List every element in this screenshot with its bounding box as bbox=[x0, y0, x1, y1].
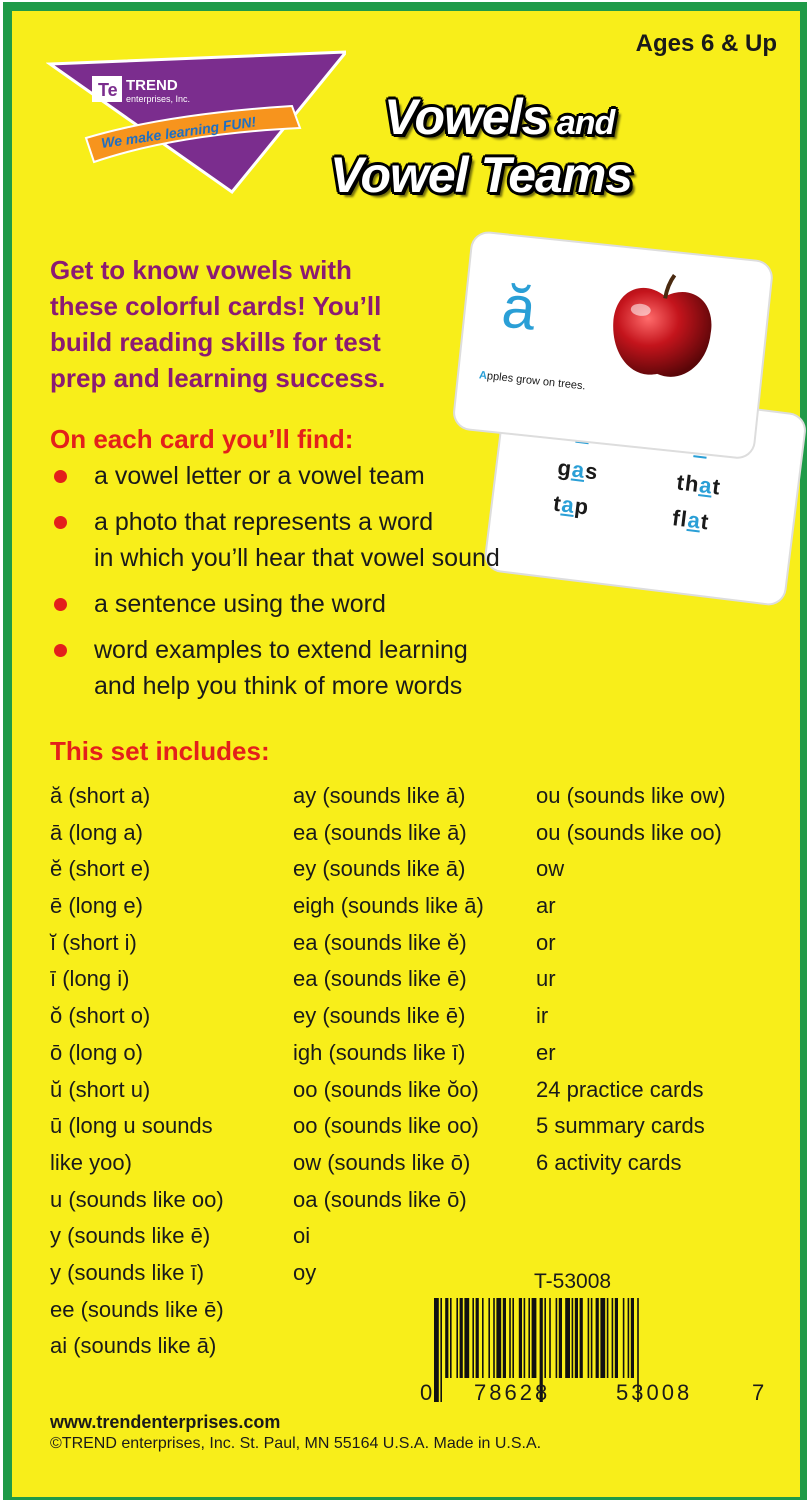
set-item: ō (long o) bbox=[50, 1039, 143, 1065]
title-vowels: Vowels bbox=[384, 89, 549, 145]
set-item: ai (sounds like ā) bbox=[50, 1333, 217, 1359]
barcode-bar bbox=[580, 1298, 583, 1378]
set-item: igh (sounds like ī) bbox=[293, 1039, 466, 1065]
set-item: ŏ (short o) bbox=[50, 1003, 151, 1029]
logo-brand-sub: enterprises, Inc. bbox=[126, 94, 191, 104]
barcode-bar bbox=[509, 1298, 511, 1378]
intro-text bbox=[50, 252, 470, 396]
set-item: ir bbox=[536, 1003, 549, 1029]
list-item: a sentence using the word bbox=[50, 586, 570, 622]
intro-line: build reading skills for test bbox=[50, 327, 381, 357]
barcode-bar bbox=[488, 1298, 490, 1378]
intro-line: prep and learning success. bbox=[50, 363, 386, 393]
barcode-bar bbox=[544, 1298, 546, 1378]
barcode-bar bbox=[496, 1298, 501, 1378]
card-word: flat bbox=[670, 505, 711, 535]
barcode-group-2: 53008 bbox=[616, 1380, 693, 1405]
title-line-2: Vowel Teams bbox=[330, 147, 633, 203]
set-item: u (sounds like oo) bbox=[50, 1186, 224, 1212]
barcode-bar bbox=[524, 1298, 526, 1378]
logo-brand: TREND bbox=[126, 77, 178, 94]
barcode-bar bbox=[460, 1298, 463, 1378]
set-column-3 bbox=[536, 778, 726, 1182]
set-item: ī (long i) bbox=[50, 966, 130, 992]
barcode-bar bbox=[445, 1298, 448, 1378]
set-item: er bbox=[536, 1039, 556, 1065]
set-item: ă (short a) bbox=[50, 783, 151, 808]
barcode-digits bbox=[420, 1380, 780, 1412]
features-list bbox=[50, 458, 570, 714]
title-and: and bbox=[548, 104, 615, 142]
barcode-bar bbox=[615, 1298, 618, 1378]
set-column-1 bbox=[50, 778, 224, 1365]
set-item: oo (sounds like ŏo) bbox=[293, 1076, 479, 1102]
set-item: oy bbox=[293, 1259, 317, 1285]
barcode-bar bbox=[464, 1298, 469, 1378]
set-item: or bbox=[536, 929, 556, 955]
logo-tagline: We make learning FUN! bbox=[100, 113, 258, 151]
features-heading: On each card you’ll find: bbox=[50, 424, 354, 454]
set-item: ē (long e) bbox=[50, 893, 143, 919]
set-item: ou (sounds like oo) bbox=[536, 819, 722, 845]
card-word: tap bbox=[551, 490, 591, 520]
barcode-bar bbox=[549, 1298, 551, 1378]
barcode-bar bbox=[556, 1298, 558, 1378]
bullet-icon bbox=[54, 516, 67, 529]
set-item: y (sounds like ē) bbox=[50, 1223, 211, 1249]
set-item: ea (sounds like ē) bbox=[293, 966, 467, 992]
barcode-digit-last: 7 bbox=[752, 1380, 765, 1405]
card-word: gas bbox=[556, 454, 600, 485]
barcode-bar bbox=[565, 1298, 570, 1378]
barcode-digit-first: 0 bbox=[420, 1380, 433, 1405]
bullet-icon bbox=[54, 644, 67, 657]
set-item: ou (sounds like ow) bbox=[536, 783, 726, 808]
set-item: ow bbox=[536, 856, 565, 882]
set-item: oi bbox=[293, 1223, 311, 1249]
set-item: ur bbox=[536, 966, 556, 992]
barcode-group-1: 78628 bbox=[474, 1380, 551, 1405]
trend-logo bbox=[46, 42, 346, 202]
sample-card-picture bbox=[454, 232, 773, 458]
card-vowel: ă bbox=[498, 272, 540, 343]
set-item: ar bbox=[536, 893, 556, 919]
set-item: ŭ (short u) bbox=[50, 1076, 151, 1102]
barcode-bar bbox=[456, 1298, 458, 1378]
intro-line: Get to know vowels with bbox=[50, 255, 352, 285]
barcode-bar bbox=[559, 1298, 562, 1378]
barcode-bar bbox=[472, 1298, 474, 1378]
set-item: y (sounds like ī) bbox=[50, 1259, 205, 1285]
barcode-bar bbox=[476, 1298, 479, 1378]
barcode-bar bbox=[493, 1298, 495, 1378]
barcode-bar bbox=[596, 1298, 599, 1378]
barcode-bar bbox=[482, 1298, 484, 1378]
set-item: ū (long u sounds bbox=[50, 1113, 213, 1139]
barcode-bar bbox=[600, 1298, 605, 1378]
barcode-bar bbox=[631, 1298, 634, 1378]
list-item: a photo that represents a word in which you’ll hear that vowel sound bbox=[50, 504, 570, 576]
set-item: 5 summary cards bbox=[536, 1113, 705, 1139]
set-item: ea (sounds like ĕ) bbox=[293, 929, 467, 955]
set-item: oo (sounds like oo) bbox=[293, 1113, 479, 1139]
list-item: a vowel letter or a vowel team bbox=[50, 458, 570, 494]
model-number: T-53008 bbox=[534, 1270, 612, 1293]
barcode-bar bbox=[588, 1298, 590, 1378]
set-item: oa (sounds like ō) bbox=[293, 1186, 467, 1212]
set-item: ĭ (short i) bbox=[50, 929, 137, 955]
barcode-bar bbox=[532, 1298, 537, 1378]
age-range: Ages 6 & Up bbox=[635, 30, 777, 57]
copyright-text: ©TREND enterprises, Inc. St. Paul, MN 55164 U.S.A. Made in U.S.A. bbox=[50, 1435, 542, 1452]
set-item: ey (sounds like ē) bbox=[293, 1003, 466, 1029]
intro-line: these colorful cards! You’ll bbox=[50, 291, 382, 321]
bullet-icon bbox=[54, 598, 67, 611]
set-column-2 bbox=[293, 778, 484, 1292]
apple-image bbox=[601, 265, 722, 390]
barcode-bar bbox=[628, 1298, 630, 1378]
set-item: ĕ (short e) bbox=[50, 856, 151, 882]
set-item: eigh (sounds like ā) bbox=[293, 893, 484, 919]
barcode-bar bbox=[503, 1298, 506, 1378]
set-item: ow (sounds like ō) bbox=[293, 1149, 471, 1175]
barcode-bar bbox=[528, 1298, 530, 1378]
barcode-bar bbox=[575, 1298, 578, 1378]
svg-text:Te: Te bbox=[98, 80, 118, 100]
barcode-bar bbox=[519, 1298, 522, 1378]
card-word: that bbox=[675, 469, 723, 500]
barcode-bar bbox=[512, 1298, 514, 1378]
list-item: word examples to extend learning and help you think of more words bbox=[50, 632, 570, 704]
barcode-bar bbox=[607, 1298, 609, 1378]
set-item: ey (sounds like ā) bbox=[293, 856, 466, 882]
barcode-bar bbox=[612, 1298, 614, 1378]
set-item: ea (sounds like ā) bbox=[293, 819, 467, 845]
barcode-bar bbox=[450, 1298, 452, 1378]
bullet-icon bbox=[54, 470, 67, 483]
set-heading: This set includes: bbox=[50, 736, 270, 766]
set-item: like yoo) bbox=[50, 1149, 132, 1175]
set-item: ā (long a) bbox=[50, 819, 143, 845]
title-line-1 bbox=[384, 88, 614, 146]
barcode-bar bbox=[623, 1298, 625, 1378]
set-item: ay (sounds like ā) bbox=[293, 783, 466, 808]
set-item: ee (sounds like ē) bbox=[50, 1296, 224, 1322]
set-item: 24 practice cards bbox=[536, 1076, 704, 1102]
barcode-bar bbox=[591, 1298, 593, 1378]
barcode-bar bbox=[572, 1298, 574, 1378]
set-item: 6 activity cards bbox=[536, 1149, 682, 1175]
website-link[interactable]: www.trendenterprises.com bbox=[50, 1412, 281, 1432]
card-sentence: Apples grow on trees. bbox=[478, 369, 587, 393]
